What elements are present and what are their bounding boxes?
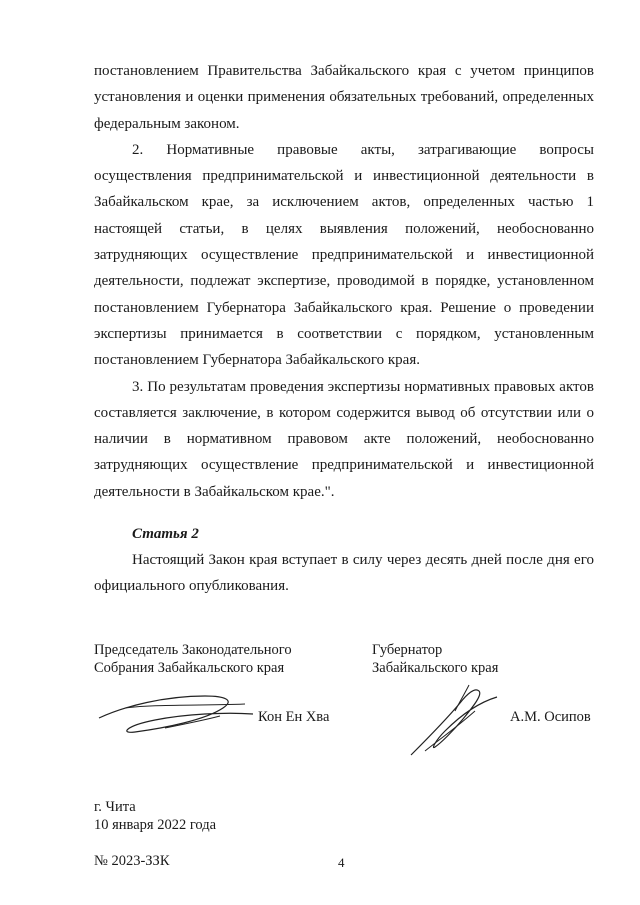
date: 10 января 2022 года bbox=[94, 817, 217, 833]
place-and-date bbox=[94, 798, 216, 834]
chairman-title-line2: Собрания Забайкальского края bbox=[94, 660, 285, 676]
paragraph-continuation: постановлением Правительства Забайкальского края с учетом принципов установления и оценки применения обязательных требований, определенных федеральным законом. bbox=[94, 63, 594, 132]
governor-title-line2: Забайкальского края bbox=[372, 660, 499, 676]
paragraph-3: 3. По результатам проведения экспертизы нормативных правовых актов составляется заключение, в котором содержится вывод об отсутствии или о наличии в нормативном правовом акте положений, необоснованно затрудняющих осуществление предпринимательской и инвестиционной деятельности в Забайкальском крае.". bbox=[94, 378, 594, 500]
governor-name: А.М. Осипов bbox=[510, 709, 591, 725]
page-number: 4 bbox=[338, 855, 345, 870]
governor-title bbox=[372, 641, 498, 677]
document-number: № 2023-ЗЗК bbox=[94, 853, 170, 869]
chairman-title bbox=[94, 641, 292, 677]
chairman-name: Кон Ен Хва bbox=[258, 709, 330, 725]
law-text bbox=[94, 58, 594, 600]
governor-title-line1: Губернатор bbox=[372, 642, 443, 658]
paragraph-2: 2. Нормативные правовые акты, затрагивающие вопросы осуществления предпринимательской и инвестиционной деятельности в Забайкальском крае, за исключением актов, определенных частью 1 настоящей статьи, в целях выявления положений, необоснованно затрудняющих осуществление предпринимательской и инвестиционной деятельности, подлежат экспертизе, проводимой в порядке, установленном постановлением Губернатора Забайкальского края. Решение о проведении экспертизы принимается в соответствии с порядком, установленным постановлением Губернатора Забайкальского края. bbox=[94, 141, 594, 369]
paragraph-article-2: Настоящий Закон края вступает в силу через десять дней после дня его официального опубликования. bbox=[94, 552, 594, 595]
chairman-signature bbox=[95, 684, 255, 740]
governor-signature bbox=[405, 681, 505, 761]
chairman-title-line1: Председатель Законодательного bbox=[94, 642, 292, 658]
city: г. Чита bbox=[94, 799, 136, 815]
article-title: Статья 2 bbox=[132, 526, 199, 543]
